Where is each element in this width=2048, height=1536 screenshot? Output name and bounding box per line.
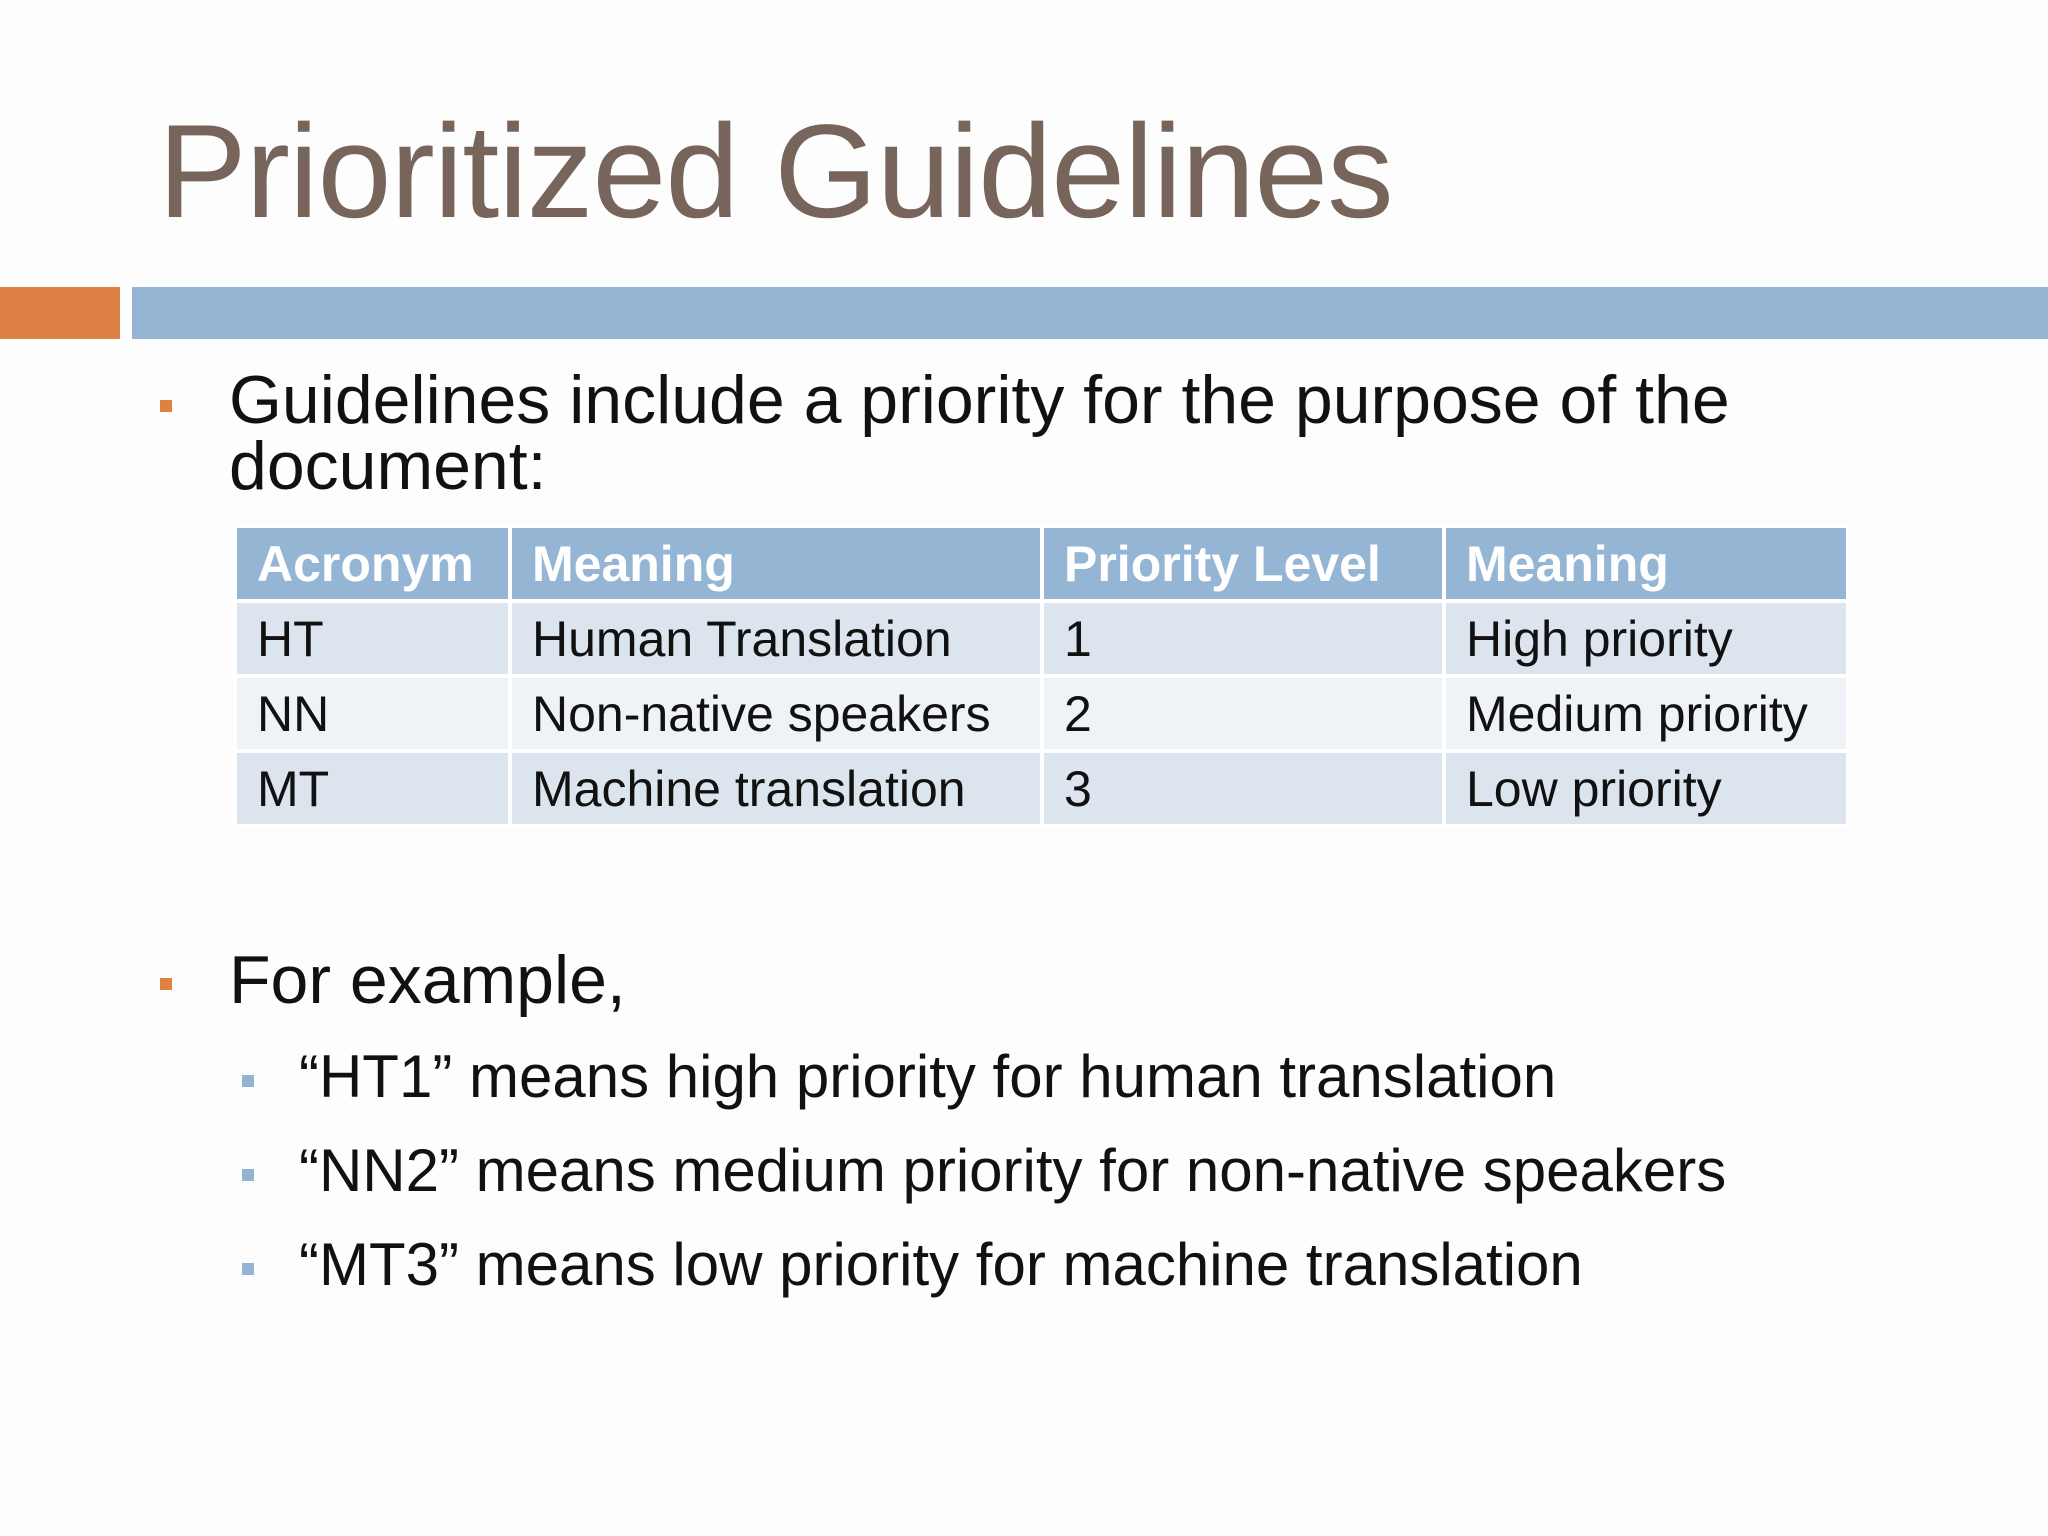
table-cell-priority-level: 3 [1042,751,1444,826]
table-cell-priority-meaning: High priority [1444,601,1848,676]
bullet-intro-line1: Guidelines include a priority for the purpose of the [229,362,1730,438]
bullet-example-label: For example, [229,942,626,1018]
table-cell-meaning: Non-native speakers [510,676,1042,751]
table-cell-acronym: HT [235,601,510,676]
bullet-square-icon [160,978,172,990]
table-header-meaning: Meaning [510,526,1042,601]
title-divider-bar [132,287,2048,339]
title-accent-bar [0,287,120,339]
table-header-acronym: Acronym [235,526,510,601]
table-row [235,676,1848,751]
table-row [235,601,1848,676]
table-cell-acronym: NN [235,676,510,751]
sub-bullet-nn2: “NN2” means medium priority for non-native speakers [299,1137,1727,1204]
table-cell-acronym: MT [235,751,510,826]
sub-bullet-square-icon [242,1075,254,1087]
table-cell-priority-level: 2 [1042,676,1444,751]
slide-title: Prioritized Guidelines [158,98,1393,246]
table-cell-meaning: Human Translation [510,601,1042,676]
table-cell-priority-meaning: Low priority [1444,751,1848,826]
sub-bullet-square-icon [242,1263,254,1275]
table-header-priority-meaning: Meaning [1444,526,1848,601]
table-cell-meaning: Machine translation [510,751,1042,826]
sub-bullet-ht1: “HT1” means high priority for human translation [299,1043,1557,1110]
priority-table [233,524,1850,828]
table-header-priority-level: Priority Level [1042,526,1444,601]
bullet-square-icon [160,400,172,412]
table-row [235,751,1848,826]
bullet-intro-line2: document: [229,428,547,504]
sub-bullet-mt3: “MT3” means low priority for machine translation [299,1231,1583,1298]
table-cell-priority-meaning: Medium priority [1444,676,1848,751]
sub-bullet-square-icon [242,1169,254,1181]
table-cell-priority-level: 1 [1042,601,1444,676]
table-header-row [235,526,1848,601]
